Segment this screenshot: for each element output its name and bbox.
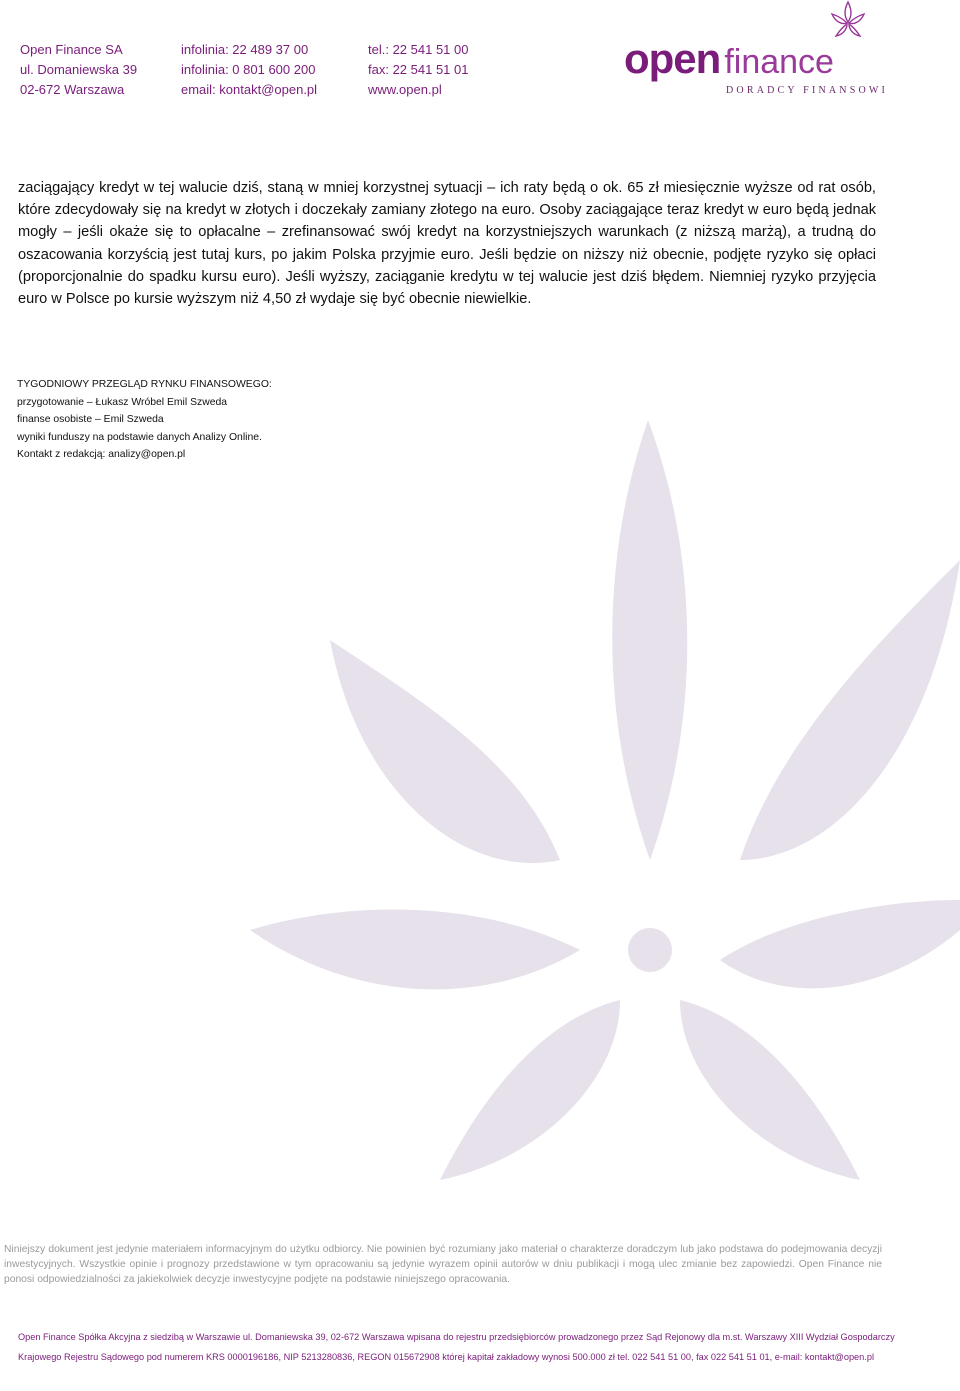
footer-line-2: Krajowego Rejestru Sądowego pod numerem KRS 0000196186, NIP 5213280836, REGON 015672908 której kapitał zakładowy wynosi 500.000 zł tel. 022 541 51 00, fax 022 541 51 01, e-mail: kontakt@open.pl: [18, 1352, 874, 1362]
header-address: [20, 40, 137, 100]
hotline-1: infolinia: 22 489 37 00: [181, 42, 309, 57]
credits-title: TYGODNIOWY PRZEGLĄD RYNKU FINANSOWEGO:: [17, 379, 272, 390]
header-phones: [368, 40, 468, 100]
credits-fund-results: wyniki funduszy na podstawie danych Analizy Online.: [17, 431, 262, 443]
logo-word-finance: finance: [724, 43, 834, 81]
company-name: Open Finance SA: [20, 42, 123, 57]
header-hotlines: [181, 40, 317, 100]
logo-tagline: DORADCY FINANSOWI: [726, 85, 889, 96]
credits-contact: Kontakt z redakcją: analizy@open.pl: [17, 449, 186, 461]
credits-block: [17, 376, 272, 464]
street-address: ul. Domaniewska 39: [20, 62, 138, 77]
disclaimer: Niniejszy dokument jest jedynie materiałem informacyjnym do użytku odbiorcy. Nie powinien być rozumiany jako materiał o charakterze doradczym lub jako podstawa do podejmowania decyzji inwestycyjnych. Wszystkie opinie i prognozy przedstawione w tym opracowaniu są jedynie wyrazem opinii autorów w dniu publikacji i mogą ulec zmianie bez zapowiedzi. Open Finance nie ponosi odpowiedzialności za jakiekolwiek decyzje inwestycyjne podjęte na podstawie niniejszego opracowania.: [4, 1244, 882, 1285]
credits-personal-finance: finanse osobiste – Emil Szweda: [17, 414, 164, 426]
footer-legal: [18, 1327, 895, 1367]
body-paragraph: zaciągający kredyt w tej walucie dziś, staną w mniej korzystnej sytuacji – ich raty będą o ok. 65 zł miesięcznie wyższe od rat osób, które zdecydowały się na kredyt w złotych i doczekały zamiany złotego na euro. Osoby zaciągające teraz kredyt w euro będą jednak mogły – jeśli okaże się to opłacalne – zrefinansować swój kredyt na korzystniejszych warunkach (z niższą marżą), a trudną do oszacowania korzyścią jest tutaj kurs, po jakim Polska przyjmie euro. Jeśli będzie on niższy niż obecnie, podjęte ryzyko się opłaci (proporcjonalnie do spadku kursu euro). Jeśli wyższy, zaciąganie kredytu w tej walucie jest dziś błędem. Niemniej ryzyko przyjęcia euro w Polsce po kursie wyższym niż 4,50 zł wydaje się być obecnie niewielkie.: [18, 180, 876, 308]
hotline-2: infolinia: 0 801 600 200: [181, 62, 316, 77]
credits-authors: przygotowanie – Łukasz Wróbel Emil Szweda: [17, 396, 228, 408]
logo-wordmark: [624, 34, 834, 87]
fax: fax: 22 541 51 01: [368, 62, 469, 77]
footer-line-1: Open Finance Spółka Akcyjna z siedzibą w Warszawie ul. Domaniewska 39, 02-672 Warszawa wpisana do rejestru przedsiębiorców prowadzonego przez Sąd Rejonowy dla m.st. Warszawy XIII Wydział Gospodarczy: [18, 1332, 895, 1342]
email-link[interactable]: email: kontakt@open.pl: [181, 82, 318, 97]
logo-word-open: open: [624, 35, 721, 82]
open-finance-logo: [622, 30, 892, 100]
city-address: 02-672 Warszawa: [20, 82, 125, 97]
phone: tel.: 22 541 51 00: [368, 42, 469, 57]
website-link[interactable]: www.open.pl: [368, 82, 442, 97]
